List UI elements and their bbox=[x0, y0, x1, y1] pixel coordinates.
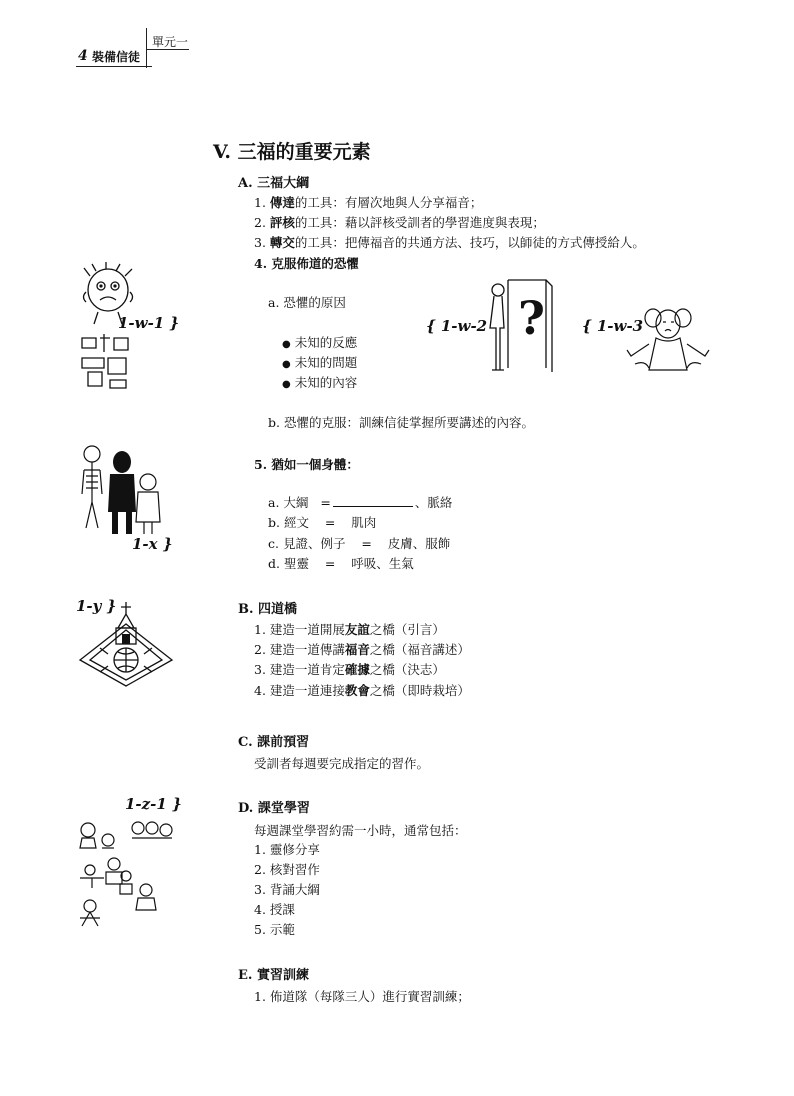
section-c-text: 受訓者每週要完成指定的習作。 bbox=[254, 756, 430, 771]
church-bridge-icon bbox=[78, 598, 174, 690]
body-item-b: b. 經文 = 肌肉 bbox=[268, 515, 377, 530]
page-number: 4 bbox=[78, 48, 88, 64]
door-question-icon bbox=[486, 278, 558, 374]
d-item-3: 3. 背誦大綱 bbox=[254, 882, 320, 897]
b-item-1: 1. 建造一道開展友誼之橋（引言） bbox=[254, 622, 445, 637]
book-title: 裝備信徒 bbox=[92, 50, 141, 64]
a-item-1: 1. 傳達的工具：有層次地與人分享福音； bbox=[254, 195, 483, 210]
fear-bullet-3: ● 未知的內容 bbox=[282, 373, 357, 395]
a-item-4-heading: 4. 克服佈道的恐懼 bbox=[254, 256, 359, 271]
stressed-man-icon bbox=[625, 304, 711, 376]
d-item-4: 4. 授課 bbox=[254, 902, 295, 917]
header-rule-vertical bbox=[146, 28, 147, 68]
figure-label-w3: { 1-w-3 bbox=[582, 317, 644, 335]
header-rule-horizontal bbox=[76, 66, 152, 67]
section-d-heading: D. 課堂學習 bbox=[238, 801, 310, 816]
header-rule-top bbox=[147, 49, 189, 50]
section-a-heading: A. 三福大綱 bbox=[238, 176, 310, 191]
section-c-heading: C. 課前預習 bbox=[238, 735, 310, 750]
b-item-4: 4. 建造一道連接教會之橋（即時栽培） bbox=[254, 683, 470, 698]
class-people-icon bbox=[76, 818, 176, 930]
fear-bullet-2: ● 未知的問題 bbox=[282, 353, 357, 375]
b-item-3: 3. 建造一道肯定確據之橋（決志） bbox=[254, 662, 445, 677]
b-item-2: 2. 建造一道傳講福音之橋（福音講述） bbox=[254, 642, 470, 657]
figure-label-z1: 1-z-1 } bbox=[125, 795, 182, 813]
d-item-5: 5. 示範 bbox=[254, 922, 295, 937]
three-people-icon bbox=[80, 442, 164, 536]
d-item-1: 1. 靈修分享 bbox=[254, 842, 320, 857]
fear-causes: a. 恐懼的原因 bbox=[268, 295, 346, 310]
section-title: V. 三福的重要元素 bbox=[213, 141, 371, 163]
body-item-a: a. 大綱 = 、脈絡 bbox=[268, 495, 453, 510]
section-d-intro: 每週課堂學習約需一小時，通常包括： bbox=[254, 823, 467, 838]
fear-bullet-1: ● 未知的反應 bbox=[282, 333, 357, 355]
body-item-d: d. 聖靈 = 呼吸、生氣 bbox=[268, 556, 414, 571]
fear-overcome: b. 恐懼的克服：訓練信徒掌握所要講述的內容。 bbox=[268, 415, 534, 430]
section-b-heading: B. 四道橋 bbox=[238, 602, 298, 617]
body-item-c: c. 見證、例子 = 皮膚、服飾 bbox=[268, 536, 451, 551]
a-item-5-heading: 5. 猶如一個身體： bbox=[254, 457, 359, 472]
section-e-heading: E. 實習訓練 bbox=[238, 968, 309, 983]
svg-text:?: ? bbox=[518, 291, 545, 345]
a-item-2: 2. 評核的工具：藉以評核受訓者的學習進度與表現； bbox=[254, 215, 545, 230]
worried-face-icon bbox=[78, 262, 140, 397]
figure-label-w1: 1-w-1 } bbox=[118, 314, 180, 332]
figure-label-x: 1-x } bbox=[132, 535, 173, 553]
unit-label: 單元一 bbox=[152, 35, 189, 49]
figure-label-w2: { 1-w-2 bbox=[426, 317, 488, 335]
figure-label-y: 1-y } bbox=[76, 597, 117, 615]
e-item-1: 1. 佈道隊（每隊三人）進行實習訓練； bbox=[254, 989, 470, 1004]
d-item-2: 2. 核對習作 bbox=[254, 862, 320, 877]
a-item-3: 3. 轉交的工具：把傳福音的共通方法、技巧，以師徒的方式傳授給人。 bbox=[254, 235, 645, 250]
